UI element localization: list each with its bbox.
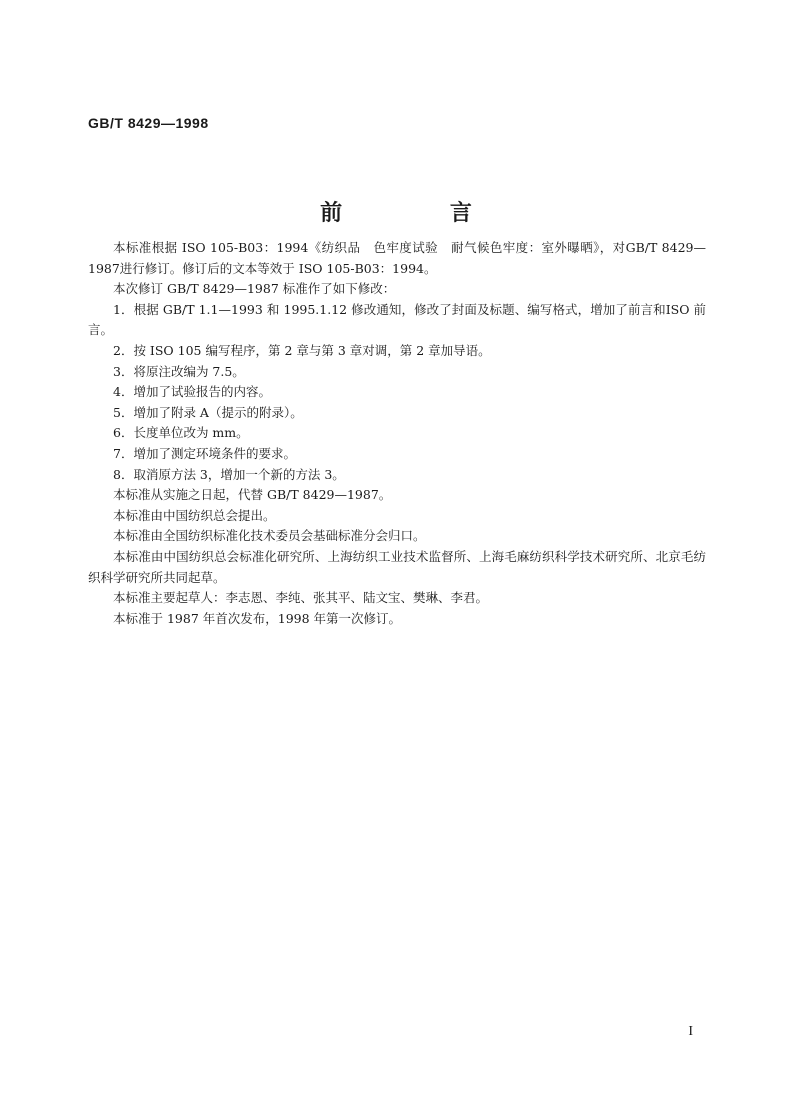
list-item-change-5: 5．增加了附录 A（提示的附录）。 (113, 404, 303, 420)
paragraph-intro: 本标准根据 ISO 105-B03：1994《纺织品 色牢度试验 耐气候色牢度：室外曝晒》，对GB/T 8429—1987进行修订。修订后的文本等效于 ISO 105-B03：1994。 (88, 240, 706, 276)
list-item-change-4: 4．增加了试验报告的内容。 (113, 384, 271, 400)
list-item-change-3: 3．将原注改编为 7.5。 (113, 363, 245, 379)
paragraph-drafters: 本标准主要起草人：李志恩、李纯、张其平、陆文宝、樊琳、李君。 (113, 590, 489, 606)
list-item-change-6: 6．长度单位改为 mm。 (113, 425, 249, 441)
page-number: I (688, 1024, 693, 1039)
paragraph-replaces: 本标准从实施之日起，代替 GB/T 8429—1987。 (113, 487, 392, 503)
list-item-change-8: 8．取消原方法 3，增加一个新的方法 3。 (113, 466, 345, 482)
foreword-body (88, 238, 706, 629)
standard-code: GB/T 8429—1998 (88, 115, 209, 131)
paragraph-history: 本标准于 1987 年首次发布，1998 年第一次修订。 (113, 610, 402, 626)
list-item-change-1: 1．根据 GB/T 1.1—1993 和 1995.1.12 修改通知，修改了封面及标题、编写格式，增加了前言和ISO 前言。 (88, 301, 706, 338)
paragraph-managed-by: 本标准由全国纺织标准化技术委员会基础标准分会归口。 (113, 528, 426, 544)
list-item-change-2: 2．按 ISO 105 编写程序，第 2 章与第 3 章对调，第 2 章加导语。 (113, 342, 491, 358)
paragraph-changes-heading: 本次修订 GB/T 8429—1987 标准作了如下修改： (113, 281, 396, 297)
paragraph-drafted-by: 本标准由中国纺织总会标准化研究所、上海纺织工业技术监督所、上海毛麻纺织科学技术研究所、北京毛纺织科学研究所共同起草。 (88, 548, 706, 585)
list-item-change-7: 7．增加了测定环境条件的要求。 (113, 445, 296, 461)
paragraph-proposed-by: 本标准由中国纺织总会提出。 (113, 507, 276, 523)
page-title: 前 言 (320, 201, 522, 226)
